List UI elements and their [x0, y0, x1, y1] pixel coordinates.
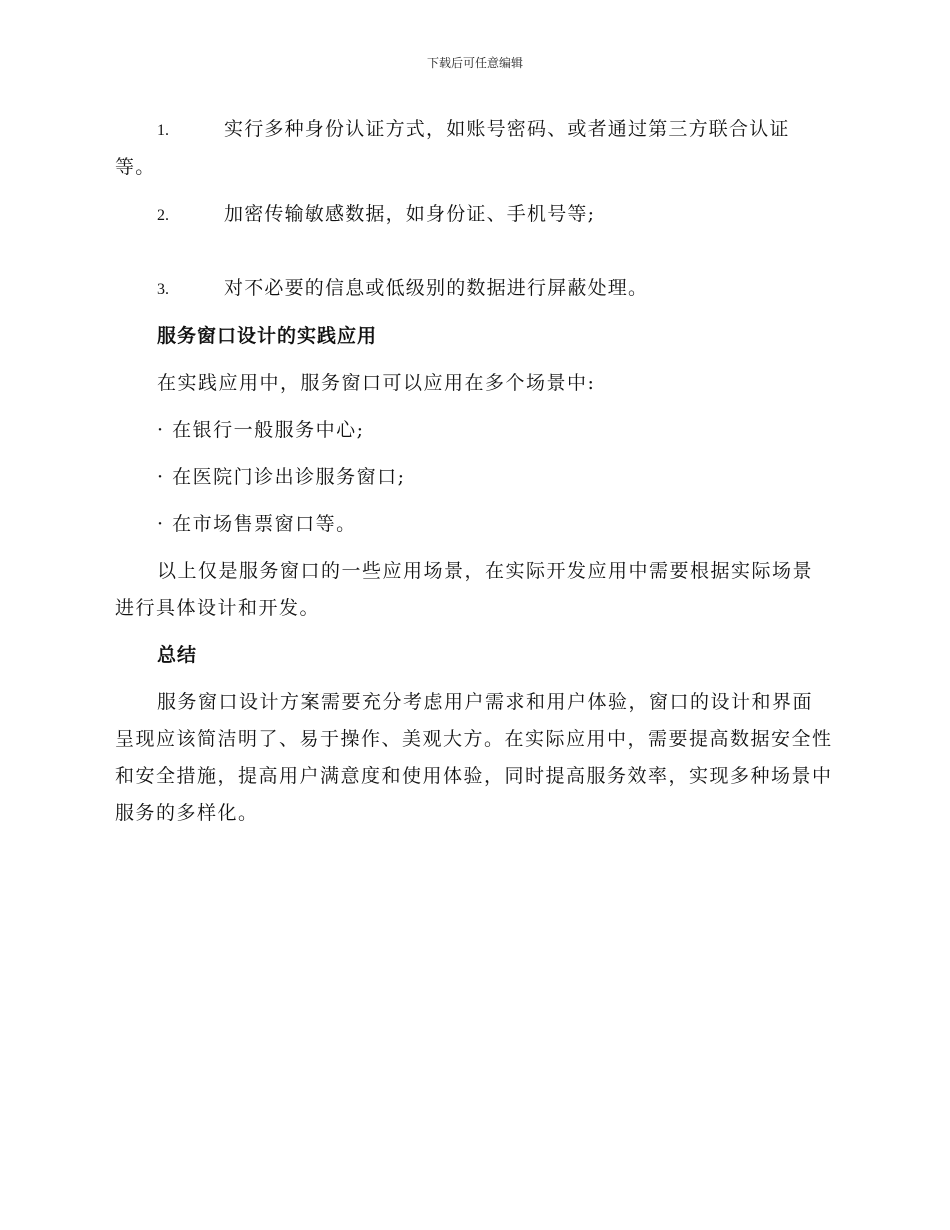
numbered-item-3: [115, 270, 833, 308]
document-body: [115, 111, 833, 832]
item-number: 1.: [157, 122, 169, 139]
section-heading-summary: 总结: [157, 644, 198, 666]
practice-closing: 以上仅是服务窗口的一些应用场景，在实际开发应用中需要根据实际场景进行具体设计和开发。: [115, 560, 814, 619]
bullet-item-bank: · 在银行一般服务中心;: [157, 419, 365, 441]
summary-paragraph: 服务窗口设计方案需要充分考虑用户需求和用户体验，窗口的设计和界面呈现应该简洁明了、易于操作、美观大方。在实际应用中，需要提高数据安全性和安全措施，提高用户满意度和使用体验，同时提高服务效率，实现多种场景中服务的多样化。: [115, 691, 833, 824]
bullet-item-market: · 在市场售票窗口等。: [157, 513, 357, 535]
numbered-item-1-continuation: 等。: [115, 156, 156, 178]
page-header-note: 下载后可任意编辑: [426, 56, 523, 70]
item-number: 2.: [157, 207, 169, 224]
item-text: 对不必要的信息或低级别的数据进行屏蔽处理。: [224, 277, 649, 299]
bullet-item-hospital: · 在医院门诊出诊服务窗口;: [157, 466, 406, 488]
item-text: 加密传输敏感数据，如身份证、手机号等;: [224, 203, 596, 225]
numbered-item-2: [115, 196, 833, 234]
section-heading-practice: 服务窗口设计的实践应用: [157, 325, 378, 347]
item-number: 3.: [157, 281, 169, 298]
practice-intro: 在实践应用中，服务窗口可以应用在多个场景中:: [157, 372, 596, 394]
item-text: 实行多种身份认证方式，如账号密码、或者通过第三方联合认证: [224, 118, 790, 140]
numbered-item-1: [115, 111, 833, 149]
